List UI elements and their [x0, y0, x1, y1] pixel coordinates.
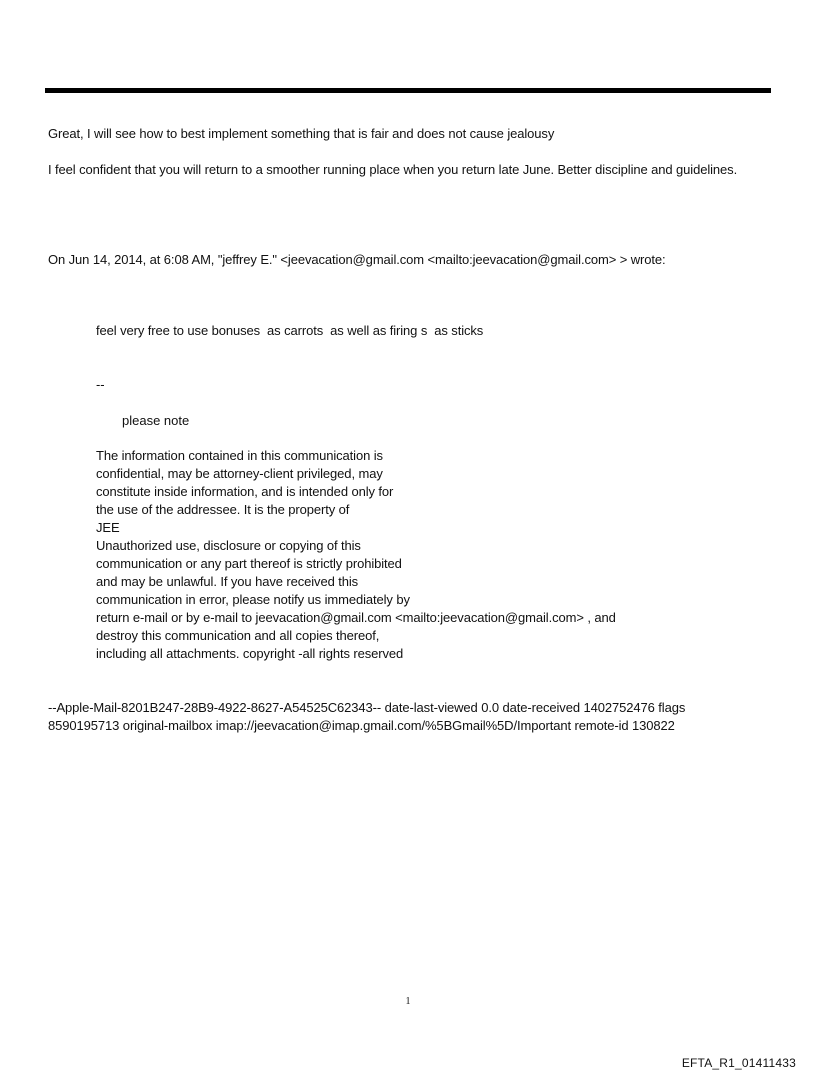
disclaimer-line: destroy this communication and all copies thereof, — [96, 628, 380, 643]
disclaimer-line: communication in error, please notify us immediately by — [96, 592, 410, 607]
disclaimer-line: return e-mail or by e-mail to jeevacation@gmail.com <mailto:jeevacation@gmail.com> , and — [96, 610, 616, 625]
quoted-message-text: feel very free to use bonuses as carrots as well as firing s as sticks — [96, 323, 484, 338]
disclaimer-block — [96, 447, 736, 663]
separator-text: -- — [96, 377, 105, 392]
reply-line-1: Great, I will see how to best implement something that is fair and does not cause jealousy — [48, 126, 555, 141]
disclaimer-line: including all attachments. copyright -all rights reserved — [96, 646, 404, 661]
attribution-line: On Jun 14, 2014, at 6:08 AM, "jeffrey E." <jeevacation@gmail.com <mailto:jeevacation@gmail.com> > wrote: — [48, 252, 666, 267]
page-number: 1 — [405, 996, 411, 1007]
document-id: EFTA_R1_01411433 — [681, 1056, 796, 1070]
quoted-message — [96, 322, 736, 340]
disclaimer-line: constitute inside information, and is intended only for — [96, 484, 394, 499]
metadata-line-1: --Apple-Mail-8201B247-28B9-4922-8627-A54525C62343-- date-last-viewed 0.0 date-received 1402752476 flags — [48, 700, 686, 715]
disclaimer-line: communication or any part thereof is strictly prohibited — [96, 556, 402, 571]
note-heading — [122, 412, 189, 430]
disclaimer-line: The information contained in this communication is — [96, 448, 383, 463]
reply-body-2 — [48, 161, 768, 179]
disclaimer-line: the use of the addressee. It is the property of — [96, 502, 350, 517]
reply-line-2: I feel confident that you will return to a smoother running place when you return late June. Better discipline and guidelines. — [48, 162, 738, 177]
reply-body — [48, 125, 768, 143]
disclaimer-line: JEE — [96, 520, 120, 535]
quote-attribution — [48, 251, 768, 269]
signature-separator — [96, 376, 736, 394]
header-rule — [45, 88, 771, 93]
mail-metadata — [48, 699, 768, 735]
note-heading-text: please note — [122, 413, 190, 428]
metadata-line-2: 8590195713 original-mailbox imap://jeevacation@imap.gmail.com/%5BGmail%5D/Important remote-id 130822 — [48, 718, 675, 733]
disclaimer-line: and may be unlawful. If you have received this — [96, 574, 359, 589]
disclaimer-line: Unauthorized use, disclosure or copying of this — [96, 538, 361, 553]
disclaimer-line: confidential, may be attorney-client privileged, may — [96, 466, 383, 481]
